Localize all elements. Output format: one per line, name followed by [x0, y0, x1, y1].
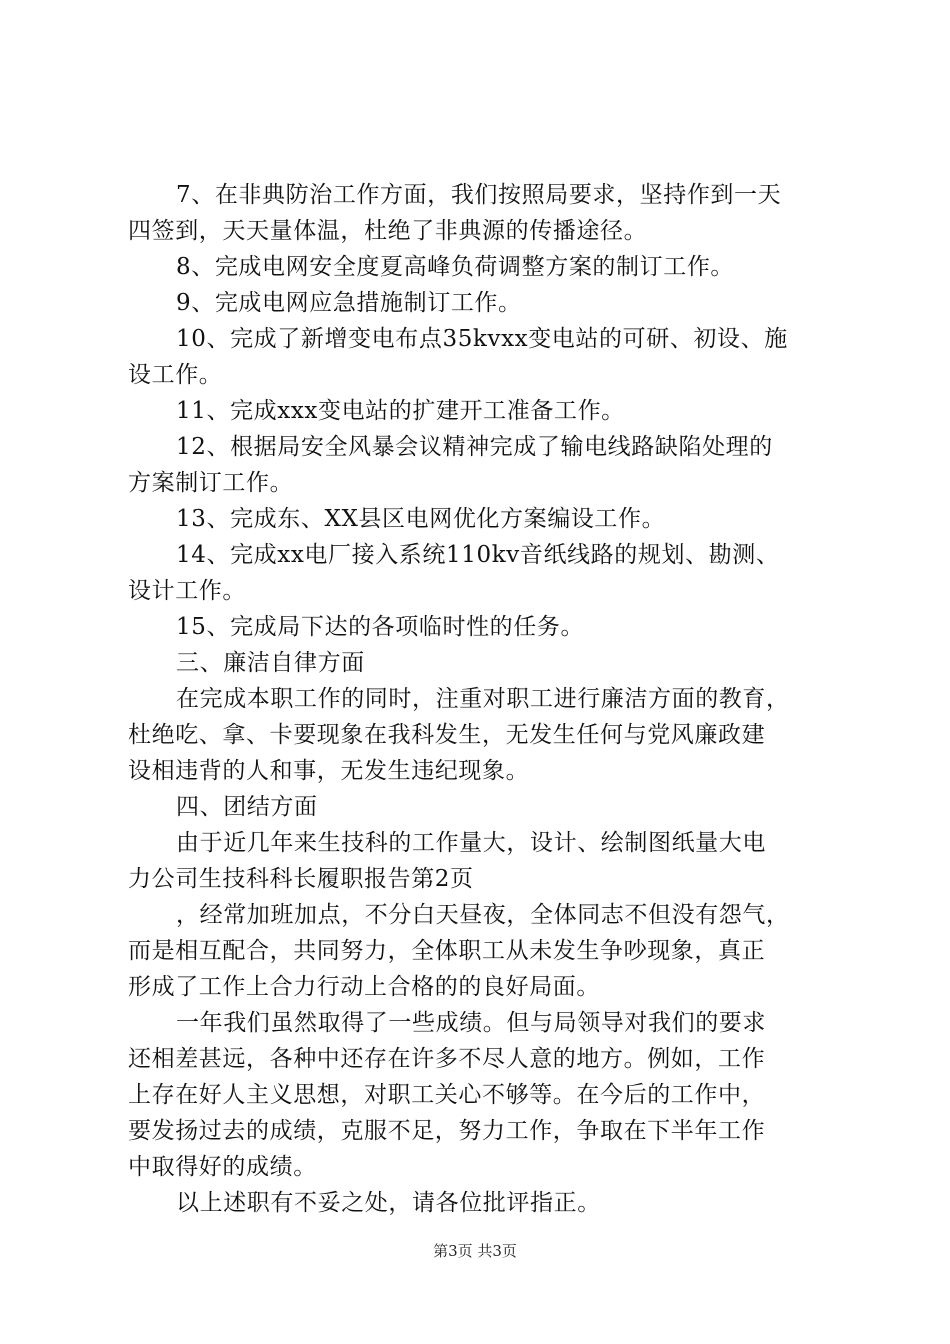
text-line: 由于近几年来生技科的工作量大，设计、绘制图纸量大电 — [176, 830, 766, 856]
text-line: 以上述职有不妥之处，请各位批评指正。 — [176, 1190, 601, 1216]
text-line: 7、在非典防治工作方面，我们按照局要求，坚持作到一天 — [176, 182, 782, 208]
text-line: 13、完成东、XX县区电网优化方案编设工作。 — [176, 506, 666, 532]
text-line: 设相违背的人和事，无发生违纪现象。 — [128, 758, 530, 784]
text-line: ，经常加班加点，不分白天昼夜，全体同志不但没有怨气， — [176, 902, 790, 928]
text-line: 上存在好人主义思想，对职工关心不够等。在今后的工作中， — [128, 1082, 766, 1108]
text-line: 11、完成xxx变电站的扩建开工准备工作。 — [176, 398, 625, 424]
text-line: 一年我们虽然取得了一些成绩。但与局领导对我们的要求 — [176, 1010, 766, 1036]
text-line: 杜绝吃、拿、卡要现象在我科发生，无发生任何与党风廉政建 — [128, 722, 766, 748]
text-line: 10、完成了新增变电布点35kvxx变电站的可研、初设、施 — [176, 326, 788, 352]
text-line: 设工作。 — [128, 362, 223, 388]
text-line: 12、根据局安全风暴会议精神完成了输电线路缺陷处理的 — [176, 434, 773, 460]
page-footer: 第3页 共3页 — [433, 1242, 517, 1260]
text-line: 四签到，天天量体温，杜绝了非典源的传播途径。 — [128, 218, 648, 244]
text-line: 中取得好的成绩。 — [128, 1154, 317, 1180]
text-line: 14、完成xx电厂接入系统110kv音纸线路的规划、勘测、 — [176, 542, 780, 568]
document-body — [128, 180, 848, 1224]
text-line: 而是相互配合，共同努力，全体职工从未发生争吵现象，真正 — [128, 938, 766, 964]
text-line: 还相差甚远，各种中还存在许多不尽人意的地方。例如，工作 — [128, 1046, 766, 1072]
text-line: 8、完成电网安全度夏高峰负荷调整方案的制订工作。 — [176, 254, 735, 280]
text-line: 15、完成局下达的各项临时性的任务。 — [176, 614, 585, 640]
text-line: 力公司生技科科长履职报告第2页 — [128, 866, 474, 892]
text-line: 9、完成电网应急措施制订工作。 — [176, 290, 522, 316]
text-line: 三、廉洁自律方面 — [176, 650, 365, 676]
text-line: 形成了工作上合力行动上合格的的良好局面。 — [128, 974, 600, 1000]
text-line: 要发扬过去的成绩，克服不足，努力工作，争取在下半年工作 — [128, 1118, 766, 1144]
text-line: 四、团结方面 — [176, 794, 318, 820]
text-line: 在完成本职工作的同时，注重对职工进行廉洁方面的教育， — [176, 686, 790, 712]
text-line: 方案制订工作。 — [128, 470, 294, 496]
text-line: 设计工作。 — [128, 578, 246, 604]
